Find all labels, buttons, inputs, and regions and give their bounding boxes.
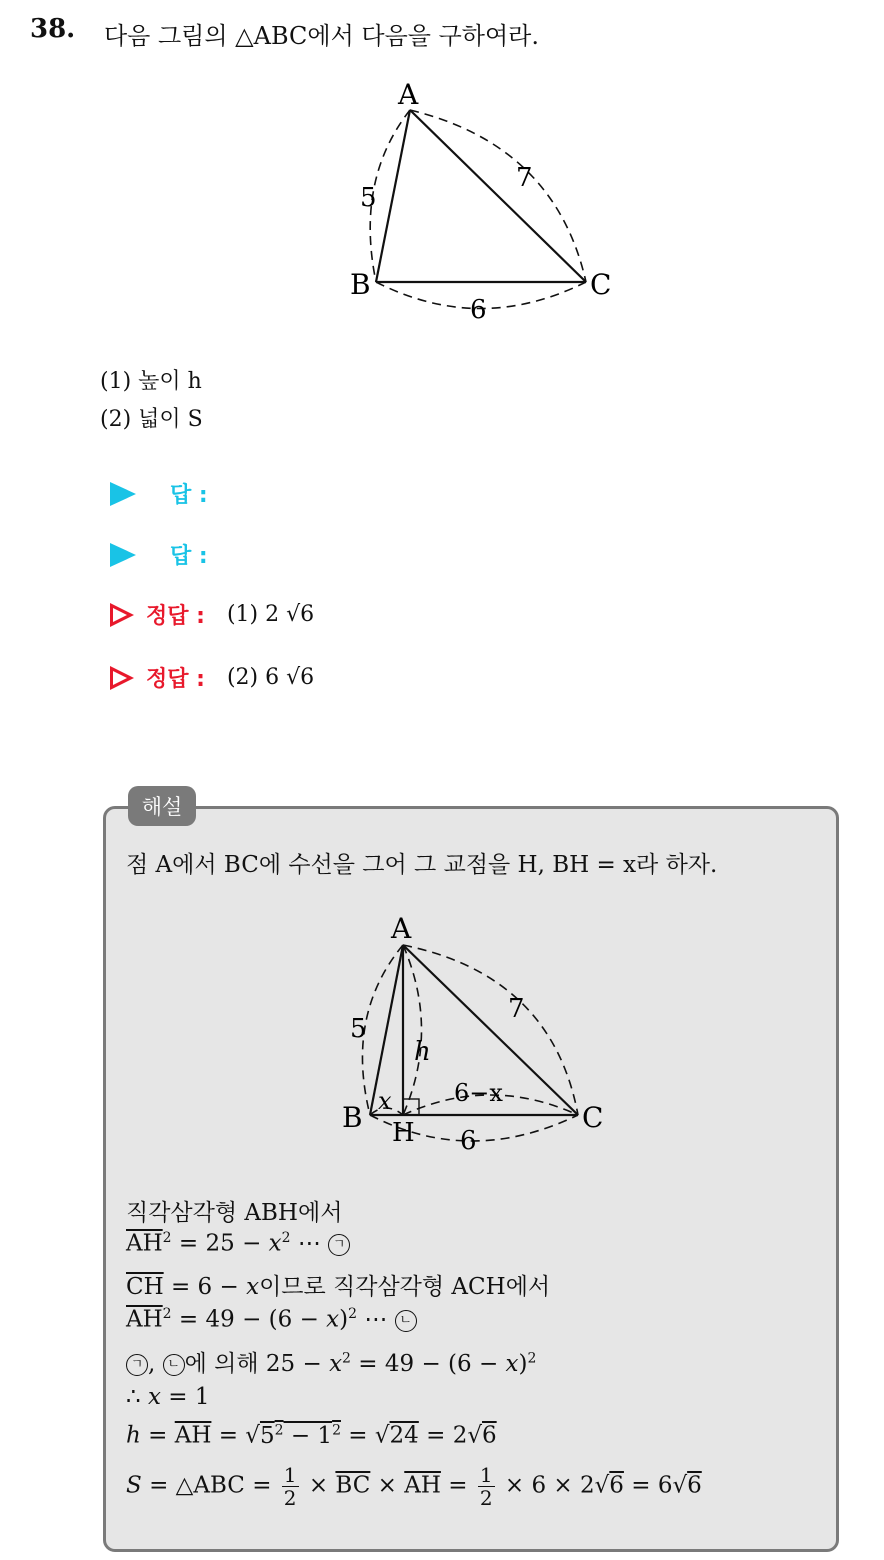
correct-answer-value: (2) 6 √6 — [226, 665, 315, 690]
triangle-figure — [330, 70, 630, 330]
vertex-c-label: C — [582, 1101, 604, 1134]
foot-h-label: H — [392, 1118, 415, 1148]
side-ac-length: 7 — [508, 994, 525, 1024]
solution-line-3: $\overline{CH} = 6 - x$이므로 직각삼각형 ACH에서 — [126, 1274, 551, 1300]
solution-figure — [330, 905, 630, 1165]
vertex-b-label: B — [342, 1101, 363, 1134]
part-2: (2) 넓이 S — [100, 407, 203, 432]
hc-label: 6−x — [454, 1079, 503, 1107]
answer-label: 답 : — [170, 544, 208, 569]
question-text: 다음 그림의 △ABC에서 다음을 구하여라. — [104, 22, 539, 50]
circled-1-icon: ㄱ — [126, 1354, 148, 1376]
vertex-c-label: C — [590, 268, 612, 301]
side-ab-length: 5 — [350, 1014, 367, 1044]
right-angle-mark — [403, 1099, 419, 1115]
correct-answer-1 — [110, 599, 314, 630]
solution-intro: 점 A에서 BC에 수선을 그어 그 교점을 H, BH = x라 하자. — [126, 852, 718, 878]
vertex-a-label: A — [398, 78, 419, 111]
x-label: x — [378, 1087, 392, 1115]
solution-line-2: $\overline{AH}^2 = 25 - x^2$ ⋯ ㄱ — [126, 1230, 350, 1257]
answer-blank-1[interactable] — [110, 478, 208, 509]
part-1: (1) 높이 h — [100, 369, 202, 394]
circled-2-icon: ㄴ — [395, 1310, 417, 1332]
vertex-a-label: A — [391, 912, 412, 945]
solution-line-4: $\overline{AH}^2 = 49 - (6 - x)^2$ ⋯ ㄴ — [126, 1306, 417, 1333]
outline-play-icon — [110, 666, 134, 690]
play-icon — [110, 482, 136, 506]
height-label: h — [414, 1037, 431, 1067]
side-ab-length: 5 — [360, 183, 377, 213]
solution-tab: 해설 — [128, 786, 196, 826]
answer-blank-2[interactable] — [110, 539, 208, 570]
outline-play-icon — [110, 603, 134, 627]
solution-line-6: ∴ x = 1 — [126, 1384, 210, 1410]
question-number: 38. — [30, 14, 76, 44]
solution-line-5: ㄱ , ㄴ 에 의해 $25 - x^2 = 49 - (6 - x)^2$ — [126, 1345, 536, 1378]
play-icon — [110, 543, 136, 567]
arc-h — [403, 945, 422, 1115]
correct-answer-2 — [110, 662, 314, 693]
correct-answer-label: 정답 : — [146, 604, 205, 629]
circled-1-icon: ㄱ — [328, 1234, 350, 1256]
answer-label: 답 : — [170, 483, 208, 508]
solution-line-7: $h = \overline{AH} = √5^2 - 1^2 = √24 = 2√6$ — [126, 1422, 497, 1449]
circled-2-icon: ㄴ — [163, 1354, 185, 1376]
correct-answer-label: 정답 : — [146, 667, 205, 692]
correct-answer-value: (1) 2 √6 — [226, 602, 315, 627]
side-bc-length: 6 — [470, 295, 487, 325]
side-ac-length: 7 — [516, 163, 533, 193]
side-ac — [410, 110, 586, 282]
side-bc-length: 6 — [460, 1126, 477, 1156]
solution-line-8: S = △ABC = $\frac{1}{2}$ × $\overline{BC} \times \overline{AH}$ = $\frac{1}{2}$ × 6 × 2√6 = 6√6 — [126, 1463, 702, 1510]
vertex-b-label: B — [350, 268, 371, 301]
solution-line-1: 직각삼각형 ABH에서 — [126, 1200, 343, 1226]
